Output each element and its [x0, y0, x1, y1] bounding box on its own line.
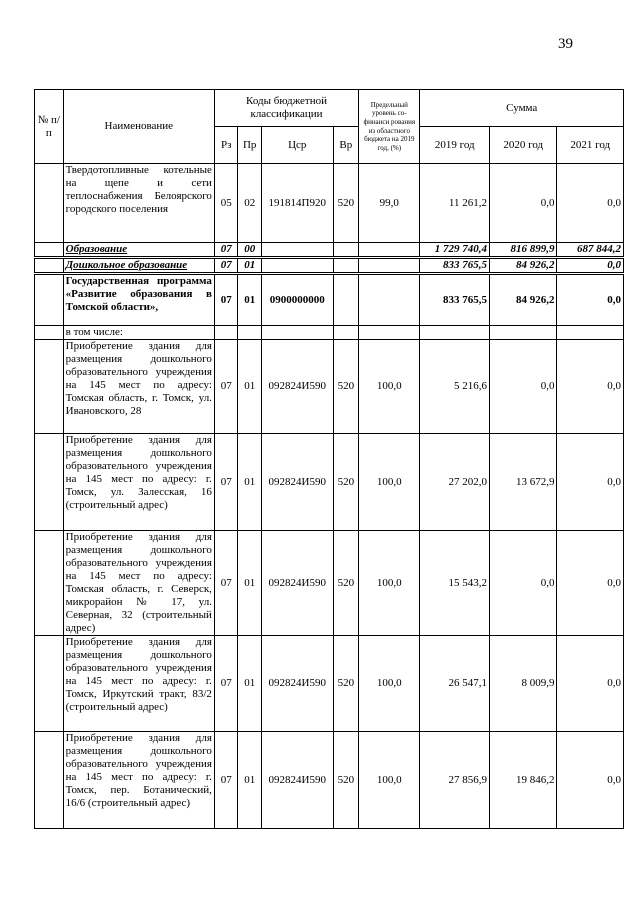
- row-name: Образование: [63, 243, 214, 258]
- row-2021: 0,0: [557, 164, 624, 243]
- row-csr: [261, 258, 333, 274]
- row-num: [35, 326, 64, 340]
- row-vr: 520: [333, 340, 359, 434]
- row-vr: 520: [333, 732, 359, 829]
- row-csr: [261, 326, 333, 340]
- row-2021: 0,0: [557, 258, 624, 274]
- row-vr: 520: [333, 434, 359, 531]
- row-limit: [359, 258, 420, 274]
- header-row-1: [35, 90, 624, 127]
- row-2021: 0,0: [557, 531, 624, 636]
- row-2019: 1 729 740,4: [420, 243, 490, 258]
- row-vr: [333, 258, 359, 274]
- row-num: [35, 531, 64, 636]
- row-2019: 11 261,2: [420, 164, 490, 243]
- row-pr: 01: [238, 732, 262, 829]
- row-rz: 07: [214, 434, 238, 531]
- row-rz: 07: [214, 732, 238, 829]
- row-2019: 15 543,2: [420, 531, 490, 636]
- row-2019: 5 216,6: [420, 340, 490, 434]
- row-pr: 01: [238, 434, 262, 531]
- header-num: № п/п: [35, 90, 64, 164]
- row-2019: 833 765,5: [420, 258, 490, 274]
- header-2020: 2020 год: [489, 127, 556, 164]
- table-row: [35, 274, 624, 326]
- row-2020: 13 672,9: [489, 434, 556, 531]
- row-name: Приобретение здания для размещения дошкольного образовательного учреждения на 145 мест по адресу: Томская область, г. Томск, ул. Ивановского, 28: [63, 340, 214, 434]
- row-vr: [333, 243, 359, 258]
- header-pr: Пр: [238, 127, 262, 164]
- row-2020: 19 846,2: [489, 732, 556, 829]
- row-2021: 0,0: [557, 636, 624, 732]
- row-rz: 05: [214, 164, 238, 243]
- row-name: Дошкольное образование: [63, 258, 214, 274]
- row-csr: 092824И590: [261, 636, 333, 732]
- row-2021: 0,0: [557, 732, 624, 829]
- row-pr: 01: [238, 340, 262, 434]
- row-2021: [557, 326, 624, 340]
- row-name: Приобретение здания для размещения дошкольного образовательного учреждения на 145 мест по адресу: г. Томск, Иркутский тракт, 83/2 (строительный адрес): [63, 636, 214, 732]
- row-2020: 0,0: [489, 164, 556, 243]
- row-num: [35, 732, 64, 829]
- row-limit: [359, 326, 420, 340]
- row-csr: 0900000000: [261, 274, 333, 326]
- header-2021: 2021 год: [557, 127, 624, 164]
- row-rz: 07: [214, 340, 238, 434]
- row-2020: 816 899,9: [489, 243, 556, 258]
- row-limit: 100,0: [359, 434, 420, 531]
- row-rz: 07: [214, 243, 238, 258]
- row-limit: 100,0: [359, 636, 420, 732]
- row-csr: 191814П920: [261, 164, 333, 243]
- row-2020: 8 009,9: [489, 636, 556, 732]
- row-csr: 092824И590: [261, 434, 333, 531]
- row-csr: 092824И590: [261, 340, 333, 434]
- row-2021: 0,0: [557, 434, 624, 531]
- header-sum: Сумма: [420, 90, 624, 127]
- header-codes: Коды бюджетной классификации: [214, 90, 358, 127]
- header-csr: Цср: [261, 127, 333, 164]
- budget-table: [34, 89, 624, 829]
- row-pr: 01: [238, 636, 262, 732]
- row-num: [35, 258, 64, 274]
- row-2020: [489, 326, 556, 340]
- row-pr: [238, 326, 262, 340]
- row-2019: 27 202,0: [420, 434, 490, 531]
- row-2019: [420, 326, 490, 340]
- row-2021: 687 844,2: [557, 243, 624, 258]
- row-2021: 0,0: [557, 340, 624, 434]
- row-rz: 07: [214, 636, 238, 732]
- row-vr: 520: [333, 531, 359, 636]
- row-pr: 01: [238, 274, 262, 326]
- row-name: Приобретение здания для размещения дошкольного образовательного учреждения на 145 мест по адресу: Томская область, г. Северск, микрорайон № 17, ул. Северная, 32 (строительный адрес): [63, 531, 214, 636]
- table-row: [35, 636, 624, 732]
- row-limit: 100,0: [359, 732, 420, 829]
- row-num: [35, 164, 64, 243]
- row-limit: 99,0: [359, 164, 420, 243]
- row-2019: 833 765,5: [420, 274, 490, 326]
- row-num: [35, 434, 64, 531]
- row-name: Твердотопливные котельные на щепе и сети теплоснабжения Белоярского городского поселения: [63, 164, 214, 243]
- page-number: 39: [558, 36, 573, 52]
- table-row: [35, 732, 624, 829]
- row-num: [35, 636, 64, 732]
- row-2020: 0,0: [489, 531, 556, 636]
- header-vr: Вр: [333, 127, 359, 164]
- row-pr: 01: [238, 258, 262, 274]
- row-limit: 100,0: [359, 340, 420, 434]
- row-num: [35, 243, 64, 258]
- row-vr: 520: [333, 164, 359, 243]
- row-2020: 84 926,2: [489, 274, 556, 326]
- header-limit: Предельный уровень со-финанси рования из областного бюджета на 2019 год, (%): [359, 90, 420, 164]
- row-pr: 00: [238, 243, 262, 258]
- row-rz: 07: [214, 258, 238, 274]
- row-rz: 07: [214, 274, 238, 326]
- row-pr: 02: [238, 164, 262, 243]
- row-2019: 26 547,1: [420, 636, 490, 732]
- row-2019: 27 856,9: [420, 732, 490, 829]
- row-rz: 07: [214, 531, 238, 636]
- table-row: [35, 326, 624, 340]
- row-vr: [333, 326, 359, 340]
- row-2020: 84 926,2: [489, 258, 556, 274]
- header-name: Наименование: [63, 90, 214, 164]
- row-num: [35, 340, 64, 434]
- row-rz: [214, 326, 238, 340]
- row-num: [35, 274, 64, 326]
- header-2019: 2019 год: [420, 127, 490, 164]
- table-row: [35, 243, 624, 258]
- row-vr: 520: [333, 636, 359, 732]
- header-rz: Рз: [214, 127, 238, 164]
- row-name: в том числе:: [63, 326, 214, 340]
- row-name: Приобретение здания для размещения дошкольного образовательного учреждения на 145 мест по адресу: г. Томск, пер. Ботанический, 16/6 (строительный адрес): [63, 732, 214, 829]
- row-limit: [359, 274, 420, 326]
- table-row: [35, 340, 624, 434]
- table-row: [35, 258, 624, 274]
- row-limit: [359, 243, 420, 258]
- table-row: [35, 434, 624, 531]
- row-name: Государственная программа «Развитие образования в Томской области»,: [63, 274, 214, 326]
- table-row: [35, 531, 624, 636]
- row-limit: 100,0: [359, 531, 420, 636]
- row-2020: 0,0: [489, 340, 556, 434]
- row-name: Приобретение здания для размещения дошкольного образовательного учреждения на 145 мест по адресу: г. Томск, ул. Залесская, 16 (строительный адрес): [63, 434, 214, 531]
- row-vr: [333, 274, 359, 326]
- row-2021: 0,0: [557, 274, 624, 326]
- row-csr: 092824И590: [261, 531, 333, 636]
- table-row: [35, 164, 624, 243]
- row-pr: 01: [238, 531, 262, 636]
- row-csr: 092824И590: [261, 732, 333, 829]
- row-csr: [261, 243, 333, 258]
